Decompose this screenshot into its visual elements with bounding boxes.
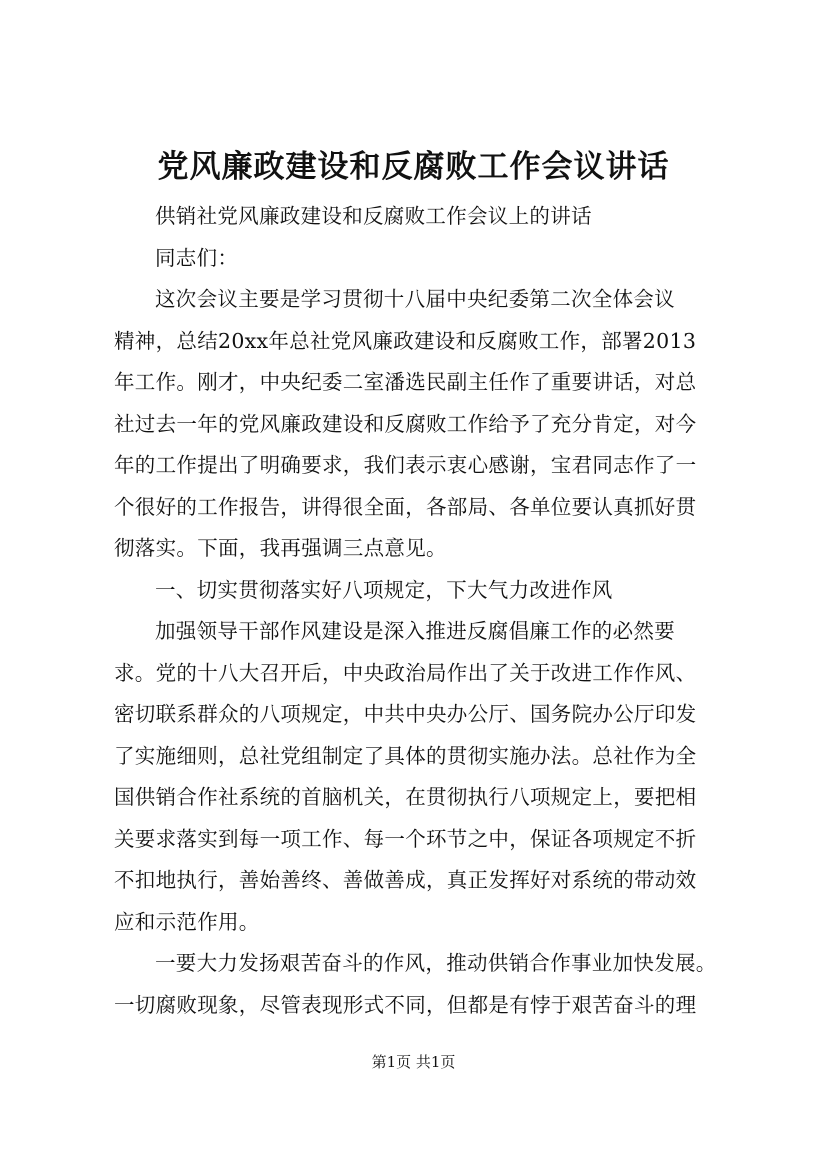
text-line: 年工作。刚才，中央纪委二室潘选民副主任作了重要讲话，对总 xyxy=(114,370,697,394)
text-line: 国供销合作社系统的首脑机关，在贯彻执行八项规定上，要把相 xyxy=(114,785,697,809)
text-line: 一要大力发扬艰苦奋斗的作风，推动供销合作事业加快发展。 xyxy=(155,951,717,975)
text-line: 应和示范作用。 xyxy=(114,909,260,934)
text-line: 一、切实贯彻落实好八项规定，下大气力改进作风 xyxy=(155,577,613,602)
text-line: 不扣地执行，善始善终、善做善成，真正发挥好对系统的带动效 xyxy=(114,868,697,892)
text-line: 精神，总结20xx年总社党风廉政建设和反腐败工作，部署2013 xyxy=(114,328,697,353)
text-line: 个很好的工作报告，讲得很全面，各部局、各单位要认真抓好贯 xyxy=(114,494,697,519)
text-line: 关要求落实到每一项工作、每一个环节之中，保证各项规定不折 xyxy=(114,826,697,851)
page-footer: 第1页 共1页 xyxy=(371,1053,456,1071)
text-line: 求。党的十八大召开后，中央政治局作出了关于改进工作作风、 xyxy=(114,660,697,685)
text-line: 一切腐败现象，尽管表现形式不同，但都是有悖于艰苦奋斗的理 xyxy=(114,992,697,1017)
text-line: 年的工作提出了明确要求，我们表示衷心感谢，宝君同志作了一 xyxy=(114,453,697,477)
text-line: 这次会议主要是学习贯彻十八届中央纪委第二次全体会议 xyxy=(155,287,675,311)
text-line: 密切联系群众的八项规定，中共中央办公厅、国务院办公厅印发 xyxy=(114,702,697,726)
text-line: 同志们： xyxy=(155,245,239,270)
document-body xyxy=(114,196,734,1026)
text-line: 加强领导干部作风建设是深入推进反腐倡廉工作的必然要 xyxy=(155,619,675,643)
document-title: 党风廉政建设和反腐败工作会议讲话 xyxy=(157,149,670,185)
text-line: 社过去一年的党风廉政建设和反腐败工作给予了充分肯定，对今 xyxy=(114,411,697,436)
text-line: 彻落实。下面，我再强调三点意见。 xyxy=(114,536,447,560)
text-line: 了实施细则，总社党组制定了具体的贯彻实施办法。总社作为全 xyxy=(114,743,697,768)
text-line: 供销社党风廉政建设和反腐败工作会议上的讲话 xyxy=(155,204,592,228)
